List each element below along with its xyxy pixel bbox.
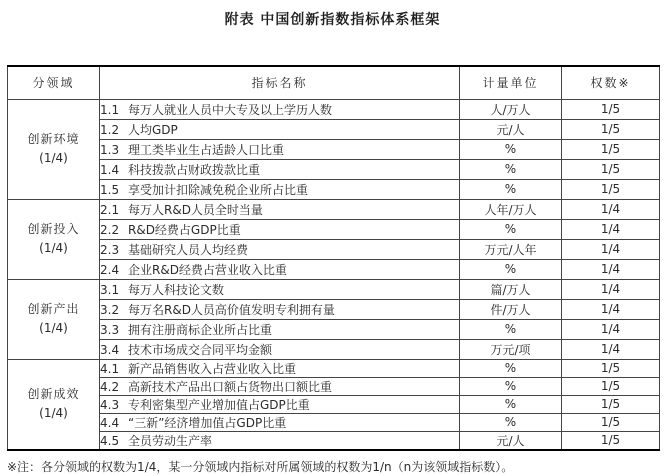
indicator-cell xyxy=(100,279,460,299)
indicator-label: 每万人就业人员中大专及以上学历人数 xyxy=(128,102,333,117)
indicator-cell xyxy=(100,119,460,139)
weight-cell: 1/5 xyxy=(562,179,660,199)
unit-cell: % xyxy=(460,139,562,159)
group-weight: (1/4) xyxy=(39,321,68,335)
weight-cell: 1/4 xyxy=(562,259,660,279)
indicator-label: R&D经费占GDP比重 xyxy=(128,222,241,237)
footnote: ※注：各分领域的权数为1/4，某一分领域内指标对所属领域的权数为1/n（n为该领域指标数）。 xyxy=(7,459,514,474)
indicator-cell xyxy=(100,139,460,159)
indicator-cell xyxy=(100,377,460,395)
indicator-number: 4.4 xyxy=(100,415,120,430)
indicator-cell xyxy=(100,431,460,450)
group-cell xyxy=(8,279,100,359)
unit-cell: % xyxy=(460,377,562,395)
unit-cell: % xyxy=(460,219,562,239)
weight-cell: 1/5 xyxy=(562,119,660,139)
table-row xyxy=(8,99,660,119)
unit-cell: % xyxy=(460,395,562,413)
table-row xyxy=(8,413,660,431)
indicator-label: 科技拨款占财政拨款比重 xyxy=(128,162,261,177)
indicator-number: 3.3 xyxy=(100,322,120,337)
indicator-number: 4.1 xyxy=(100,361,120,376)
group-weight: (1/4) xyxy=(39,241,68,255)
indicator-cell xyxy=(100,395,460,413)
indicator-label: 每万人科技论文数 xyxy=(128,282,225,297)
indicator-number: 1.1 xyxy=(100,102,120,117)
unit-cell: 人/万人 xyxy=(460,99,562,119)
table-row xyxy=(8,299,660,319)
unit-cell: 元/人 xyxy=(460,431,562,450)
unit-cell: % xyxy=(460,359,562,377)
weight-cell: 1/5 xyxy=(562,159,660,179)
unit-cell: % xyxy=(460,159,562,179)
indicator-label: 企业R&D经费占营业收入比重 xyxy=(128,262,287,277)
indicator-label: 每万名R&D人员高价值发明专利拥有量 xyxy=(128,302,335,317)
indicator-label: 每万人R&D人员全时当量 xyxy=(128,202,263,217)
weight-cell: 1/5 xyxy=(562,395,660,413)
table-row xyxy=(8,119,660,139)
table-row xyxy=(8,259,660,279)
col-header-domain: 分领域 xyxy=(8,66,100,99)
unit-cell: % xyxy=(460,413,562,431)
indicator-number: 1.4 xyxy=(100,162,120,177)
table-row xyxy=(8,359,660,377)
indicator-cell xyxy=(100,259,460,279)
table-row xyxy=(8,139,660,159)
table-row xyxy=(8,319,660,339)
indicator-number: 4.5 xyxy=(100,433,120,448)
indicator-number: 4.2 xyxy=(100,379,120,394)
table-row xyxy=(8,279,660,299)
indicator-cell xyxy=(100,319,460,339)
indicator-number: 1.5 xyxy=(100,182,120,197)
indicator-cell xyxy=(100,359,460,377)
indicator-cell xyxy=(100,219,460,239)
indicator-label: 享受加计扣除减免税企业所占比重 xyxy=(128,182,309,197)
indicator-label: 专利密集型产业增加值占GDP比重 xyxy=(128,397,310,412)
group-name: 创新投入 xyxy=(27,222,80,237)
col-header-indicator: 指标名称 xyxy=(100,66,460,99)
weight-cell: 1/5 xyxy=(562,139,660,159)
group-cell xyxy=(8,99,100,199)
indicator-label: 新产品销售收入占营业收入比重 xyxy=(128,361,297,376)
indicator-label: 技术市场成交合同平均金额 xyxy=(128,342,273,357)
indicator-cell xyxy=(100,239,460,259)
indicator-cell xyxy=(100,413,460,431)
table-row xyxy=(8,395,660,413)
indicator-number: 2.1 xyxy=(100,202,120,217)
weight-cell: 1/4 xyxy=(562,319,660,339)
table-row xyxy=(8,239,660,259)
page-title: 附表 中国创新指数指标体系框架 xyxy=(224,12,441,28)
indicator-label: 全员劳动生产率 xyxy=(128,433,213,448)
weight-cell: 1/5 xyxy=(562,377,660,395)
group-cell xyxy=(8,199,100,279)
unit-cell: 篇/万人 xyxy=(460,279,562,299)
weight-cell: 1/5 xyxy=(562,359,660,377)
indicator-label: 理工类毕业生占适龄人口比重 xyxy=(128,142,285,157)
unit-cell: % xyxy=(460,179,562,199)
group-name: 创新环境 xyxy=(27,132,80,147)
indicator-table xyxy=(7,65,660,451)
weight-cell: 1/4 xyxy=(562,299,660,319)
indicator-number: 2.4 xyxy=(100,262,120,277)
indicator-number: 3.2 xyxy=(100,302,120,317)
indicator-cell xyxy=(100,99,460,119)
group-name: 创新成效 xyxy=(27,387,80,402)
weight-cell: 1/4 xyxy=(562,199,660,219)
unit-cell: 元/人 xyxy=(460,119,562,139)
weight-cell: 1/4 xyxy=(562,219,660,239)
indicator-number: 2.2 xyxy=(100,222,120,237)
unit-cell: 万元/人年 xyxy=(460,239,562,259)
indicator-label: 基础研究人员人均经费 xyxy=(128,242,249,257)
table-row xyxy=(8,377,660,395)
col-header-unit: 计量单位 xyxy=(460,66,562,99)
table-row xyxy=(8,431,660,450)
indicator-number: 4.3 xyxy=(100,397,120,412)
table-row xyxy=(8,159,660,179)
unit-cell: 万元/项 xyxy=(460,339,562,359)
table-row xyxy=(8,219,660,239)
indicator-label: 人均GDP xyxy=(128,122,178,137)
weight-cell: 1/4 xyxy=(562,239,660,259)
header-row xyxy=(8,66,660,99)
col-header-weight: 权数※ xyxy=(562,66,660,99)
indicator-number: 3.1 xyxy=(100,282,120,297)
weight-cell: 1/4 xyxy=(562,339,660,359)
indicator-cell xyxy=(100,339,460,359)
indicator-number: 3.4 xyxy=(100,342,120,357)
group-cell xyxy=(8,359,100,450)
weight-cell: 1/5 xyxy=(562,431,660,450)
weight-cell: 1/4 xyxy=(562,279,660,299)
table-row xyxy=(8,179,660,199)
group-weight: (1/4) xyxy=(39,406,68,420)
weight-cell: 1/5 xyxy=(562,413,660,431)
group-name: 创新产出 xyxy=(27,302,80,317)
unit-cell: 人年/万人 xyxy=(460,199,562,219)
indicator-label: “三新”经济增加值占GDP比重 xyxy=(128,415,287,430)
group-weight: (1/4) xyxy=(39,151,68,165)
table-row xyxy=(8,339,660,359)
indicator-cell xyxy=(100,299,460,319)
unit-cell: % xyxy=(460,319,562,339)
weight-cell: 1/5 xyxy=(562,99,660,119)
indicator-label: 拥有注册商标企业所占比重 xyxy=(128,322,273,337)
indicator-cell xyxy=(100,159,460,179)
indicator-number: 1.3 xyxy=(100,142,120,157)
unit-cell: 件/万人 xyxy=(460,299,562,319)
indicator-number: 2.3 xyxy=(100,242,120,257)
unit-cell: % xyxy=(460,259,562,279)
indicator-number: 1.2 xyxy=(100,122,120,137)
table-row xyxy=(8,199,660,219)
indicator-cell xyxy=(100,179,460,199)
indicator-label: 高新技术产品出口额占货物出口额比重 xyxy=(128,379,333,394)
indicator-cell xyxy=(100,199,460,219)
